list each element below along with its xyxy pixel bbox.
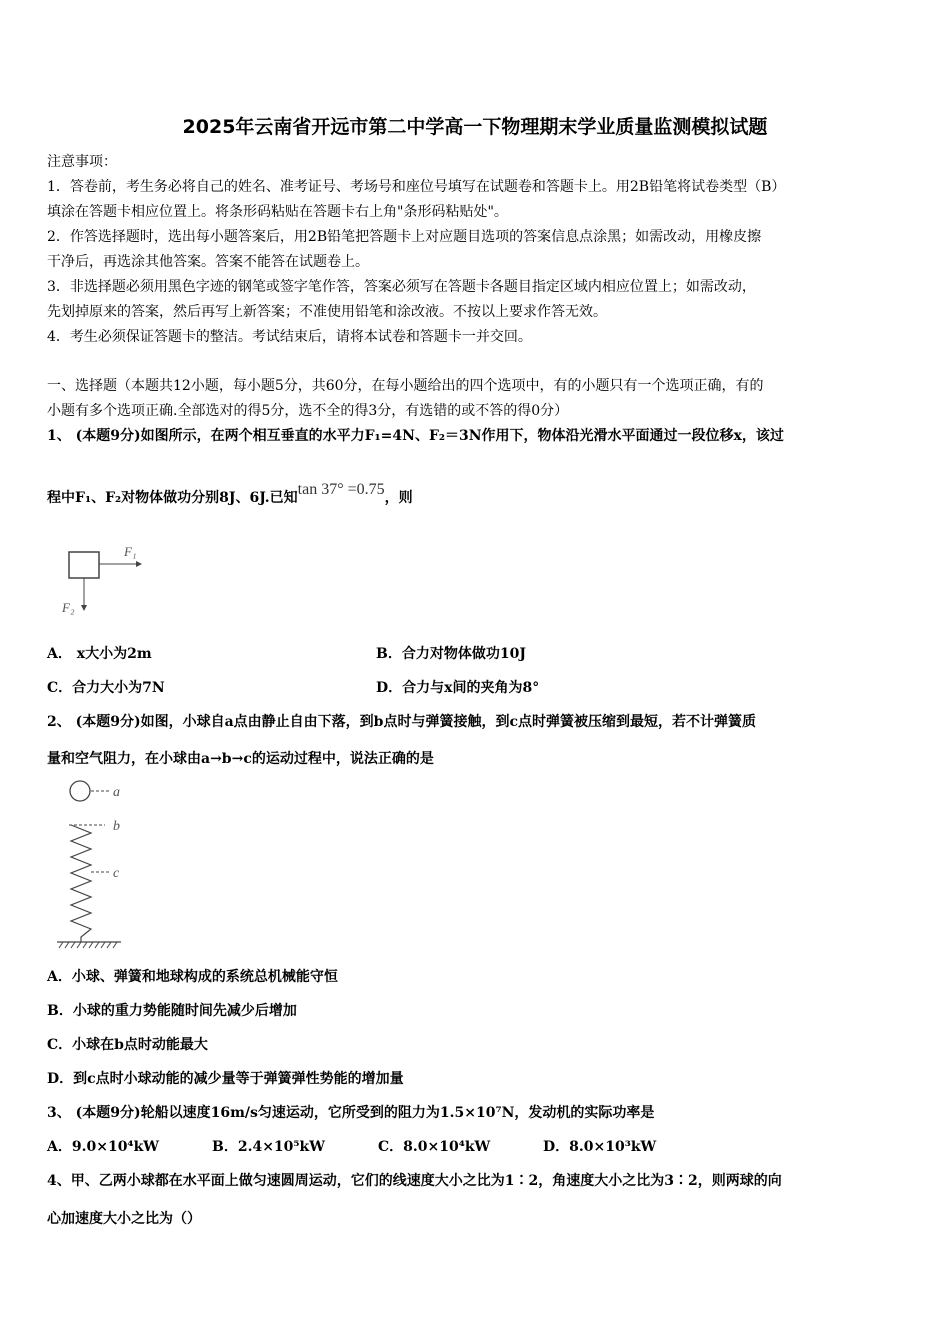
question-2-stem-2: 量和空气阻力，在小球由a→b→c的运动过程中，说法正确的是 (47, 751, 434, 767)
f2-label: F₂ (62, 600, 75, 615)
question-1-text-end: ，则 (384, 490, 413, 506)
f2-arrowhead (81, 605, 87, 611)
q1-option-a: A． x大小为2m (47, 646, 152, 662)
question-1-stem: 1、 (本题9分)如图所示，在两个相互垂直的水平力F₁=4N、F₂＝3N作用下，物体沿光滑水平面通过一段位移x，该过 (47, 428, 784, 444)
q2-option-a: A．小球、弹簧和地球构成的系统总机械能守恒 (47, 969, 338, 985)
q3-option-c: C．8.0×10⁴kW (378, 1139, 491, 1155)
q3-option-a: A．9.0×10⁴kW (47, 1139, 159, 1155)
f1-arrowhead (136, 561, 142, 567)
q2-option-d: D．到c点时小球动能的减少量等于弹簧弹性势能的增加量 (47, 1071, 404, 1087)
notice-heading: 注意事项： (47, 154, 117, 170)
notice-line: 3．非选择题必须用黑色字迹的钢笔或签字笔作答，答案必须写在答题卡各题目指定区域内相应位置上；如需改动， (47, 279, 756, 295)
notice-line: 先划掉原来的答案，然后再写上新答案；不准使用铅笔和涂改液。不按以上要求作答无效。 (47, 304, 607, 320)
question-2-stem: 2、 (本题9分)如图，小球自a点由静止自由下落，到b点时与弹簧接触，到c点时弹簧被压缩到最短，若不计弹簧质 (47, 714, 756, 730)
question-1-text: 程中F₁、F₂对物体做功分别8J、6J.已知 (47, 490, 298, 506)
force-diagram (56, 540, 166, 620)
section-heading: 小题有多个选项正确.全部选对的得5分，选不全的得3分，有选错的或不答的得0分） (47, 403, 569, 419)
ground-hatch (59, 942, 117, 948)
q1-option-c: C．合力大小为7N (47, 680, 165, 696)
a-label: a (113, 785, 120, 800)
tan-formula: tan 37° =0.75 (297, 481, 385, 498)
q3-option-d: D．8.0×10³kW (543, 1139, 657, 1155)
spring-diagram (55, 776, 135, 952)
notice-line: 干净后，再选涂其他答案。答案不能答在试题卷上。 (47, 254, 369, 270)
exam-title: 2025年云南省开远市第二中学高一下物理期末学业质量监测模拟试题 (182, 116, 768, 138)
notice-line: 4．考生必须保证答题卡的整洁。考试结束后，请将本试卷和答题卡一并交回。 (47, 329, 532, 345)
c-label: c (113, 866, 120, 881)
section-heading: 一、选择题（本题共12小题，每小题5分，共60分，在每小题给出的四个选项中，有的小题只有一个选项正确，有的 (47, 378, 764, 394)
question-1-stem-2 (47, 481, 413, 508)
q1-option-b: B．合力对物体做功10J (376, 646, 526, 662)
question-4-stem-2: 心加速度大小之比为（） (47, 1211, 201, 1227)
q3-option-b: B．2.4×10⁵kW (212, 1139, 325, 1155)
f1-label: F₁ (124, 544, 137, 559)
q1-option-d: D．合力与x间的夹角为8° (376, 680, 540, 696)
ball-icon (70, 781, 90, 801)
notice-line: 1．答卷前，考生务必将自己的姓名、准考证号、考场号和座位号填写在试题卷和答题卡上。用2B铅笔将试卷类型（B） (47, 179, 786, 195)
q2-option-b: B．小球的重力势能随时间先减少后增加 (47, 1003, 297, 1019)
notice-line: 填涂在答题卡相应位置上。将条形码粘贴在答题卡右上角"条形码粘贴处"。 (47, 204, 508, 220)
question-3-stem: 3、 (本题9分)轮船以速度16m/s匀速运动，它所受到的阻力为1.5×10⁷N，发动机的实际功率是 (47, 1105, 655, 1121)
notice-line: 2．作答选择题时，选出每小题答案后，用2B铅笔把答题卡上对应题目选项的答案信息点涂黑；如需改动，用橡皮擦 (47, 229, 762, 245)
question-4-stem: 4、甲、乙两小球都在水平面上做匀速圆周运动，它们的线速度大小之比为1∶2，角速度大小之比为3∶2，则两球的向 (47, 1173, 782, 1189)
q2-option-c: C．小球在b点时动能最大 (47, 1037, 208, 1053)
spring-coil (71, 825, 91, 942)
b-label: b (113, 819, 120, 834)
block-box (69, 552, 99, 578)
